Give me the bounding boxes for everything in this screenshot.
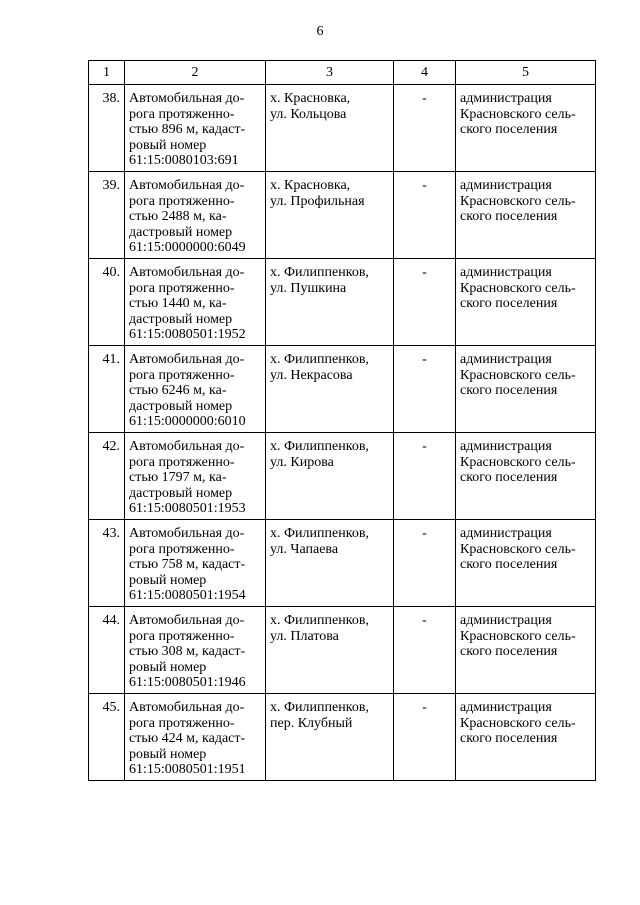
table-row [89, 607, 596, 694]
column-4-value: - [394, 607, 456, 694]
row-number: 41. [89, 346, 125, 433]
row-number: 38. [89, 85, 125, 172]
owner-name: администрация Красновского сель- ского поселения [456, 172, 596, 259]
column-4-value: - [394, 172, 456, 259]
header-cell-1: 1 [89, 61, 125, 85]
page-number: 6 [316, 24, 324, 39]
column-4-value: - [394, 694, 456, 781]
header-cell-4: 4 [394, 61, 456, 85]
road-description: Автомобильная до- рога протяженно- стью 424 м, кадаст- ровый номер 61:15:0080501:1951 [125, 694, 266, 781]
road-description: Автомобильная до- рога протяженно- стью 1440 м, ка- дастровый номер 61:15:0080501:1952 [125, 259, 266, 346]
table-row [89, 520, 596, 607]
road-address: х. Филиппенков, ул. Кирова [266, 433, 394, 520]
table-row [89, 433, 596, 520]
road-description: Автомобильная до- рога протяженно- стью 2488 м, ка- дастровый номер 61:15:0000000:6049 [125, 172, 266, 259]
road-address: х. Красновка, ул. Профильная [266, 172, 394, 259]
road-registry-table [88, 60, 596, 781]
row-number: 45. [89, 694, 125, 781]
row-number: 42. [89, 433, 125, 520]
road-description: Автомобильная до- рога протяженно- стью 6246 м, ка- дастровый номер 61:15:0000000:6010 [125, 346, 266, 433]
owner-name: администрация Красновского сель- ского поселения [456, 694, 596, 781]
road-address: х. Красновка, ул. Кольцова [266, 85, 394, 172]
table-row [89, 172, 596, 259]
table-row [89, 85, 596, 172]
road-description: Автомобильная до- рога протяженно- стью 896 м, кадаст- ровый номер 61:15:0080103:691 [125, 85, 266, 172]
column-4-value: - [394, 433, 456, 520]
road-address: х. Филиппенков, ул. Некрасова [266, 346, 394, 433]
column-4-value: - [394, 346, 456, 433]
table-row [89, 259, 596, 346]
owner-name: администрация Красновского сель- ского поселения [456, 85, 596, 172]
table-header [89, 61, 596, 85]
row-number: 44. [89, 607, 125, 694]
row-number: 40. [89, 259, 125, 346]
road-address: х. Филиппенков, ул. Платова [266, 607, 394, 694]
road-description: Автомобильная до- рога протяженно- стью 758 м, кадаст- ровый номер 61:15:0080501:1954 [125, 520, 266, 607]
table-body [89, 85, 596, 781]
owner-name: администрация Красновского сель- ского поселения [456, 520, 596, 607]
owner-name: администрация Красновского сель- ского поселения [456, 433, 596, 520]
header-row [89, 61, 596, 85]
owner-name: администрация Красновского сель- ского поселения [456, 607, 596, 694]
road-address: х. Филиппенков, ул. Чапаева [266, 520, 394, 607]
table-row [89, 694, 596, 781]
road-description: Автомобильная до- рога протяженно- стью 308 м, кадаст- ровый номер 61:15:0080501:1946 [125, 607, 266, 694]
header-cell-2: 2 [125, 61, 266, 85]
header-cell-5: 5 [456, 61, 596, 85]
row-number: 39. [89, 172, 125, 259]
road-description: Автомобильная до- рога протяженно- стью 1797 м, ка- дастровый номер 61:15:0080501:1953 [125, 433, 266, 520]
owner-name: администрация Красновского сель- ского поселения [456, 259, 596, 346]
road-address: х. Филиппенков, пер. Клубный [266, 694, 394, 781]
owner-name: администрация Красновского сель- ского поселения [456, 346, 596, 433]
column-4-value: - [394, 85, 456, 172]
column-4-value: - [394, 520, 456, 607]
road-address: х. Филиппенков, ул. Пушкина [266, 259, 394, 346]
column-4-value: - [394, 259, 456, 346]
header-cell-3: 3 [266, 61, 394, 85]
table-row [89, 346, 596, 433]
row-number: 43. [89, 520, 125, 607]
